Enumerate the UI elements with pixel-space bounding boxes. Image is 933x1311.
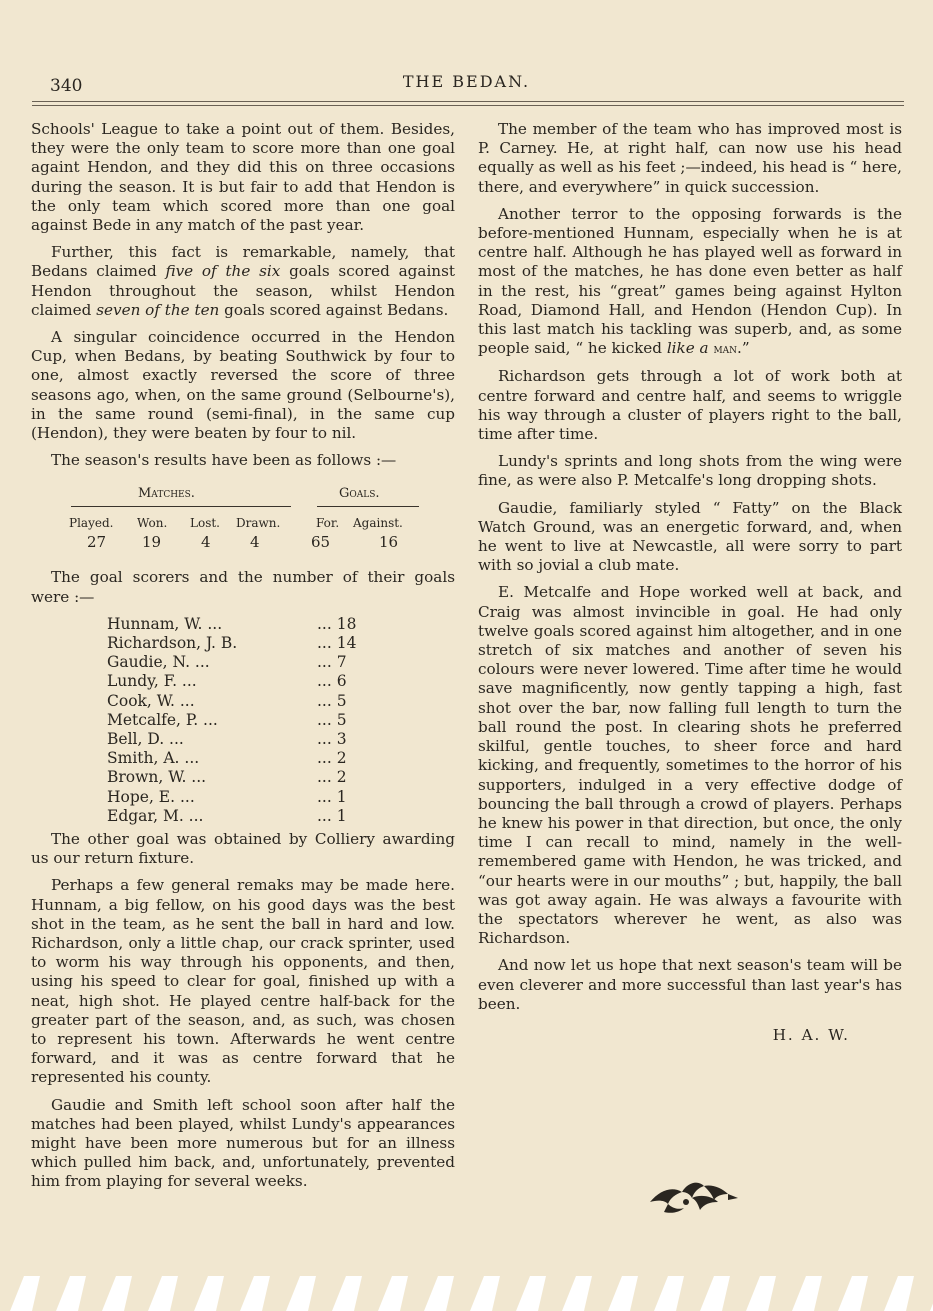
col-for: For. [316, 516, 340, 531]
goal-scorers-list [107, 615, 407, 826]
paragraph: The member of the team who has improved most is P. Carney. He, at right half, can now use his head equally as well as his feet ;—indeed, his head is “ here, there, and everywhere” in quick succession. [478, 120, 902, 196]
page-number: 340 [50, 76, 83, 96]
val-lost: 4 [201, 533, 211, 552]
paragraph: Schools' League to take a point out of them. Besides, they were the only team to score more than one goal againt Hendon, and they did this on three occasions during the season. It is but fair to add that Hendon is the only team which scored more than one goal against Bede in any match of the past year. [31, 120, 455, 235]
goals-heading: Goals. [339, 486, 380, 502]
list-item: Hunnam, W. ... ... 18 [107, 614, 357, 633]
season-results-table [31, 478, 455, 560]
binding-edge [0, 1268, 933, 1311]
header-rule-top [32, 101, 904, 102]
paragraph: Richardson gets through a lot of work both at centre forward and centre half, and seems to wriggle his way through a cluster of players right to the ball, time after time. [478, 367, 902, 444]
paragraph: Gaudie, familiarly styled “ Fatty” on the Black Watch Ground, was an energetic forward, and, when he went to live at Newcastle, all were sorry to part with so jovial a club mate. [478, 498, 902, 575]
list-item: Gaudie, N. ... ... 7 [107, 653, 347, 672]
paragraph: The season's results have been as follows :— [51, 451, 397, 470]
col-lost: Lost. [190, 516, 220, 531]
list-item: Edgar, M. ... ... 1 [107, 806, 347, 825]
list-item: Richardson, J. B. ... 14 [107, 634, 357, 653]
matches-brace [71, 506, 291, 507]
col-against: Against. [353, 516, 403, 531]
val-played: 27 [87, 533, 107, 552]
paragraph: Gaudie and Smith left school soon after half the matches had been played, whilst Lundy's appearances might have been more numerous but for an illness which pulled him back, and, unfortunately, prevented him from playing for several weeks. [31, 1095, 455, 1191]
col-drawn: Drawn. [236, 516, 281, 531]
paragraph: The goal scorers and the number of their goals were :— [31, 568, 455, 606]
fleuron-ornament-icon [642, 1172, 742, 1216]
list-item: Hope, E. ... ... 1 [107, 787, 347, 806]
paragraph: Perhaps a few general remaks may be made here. Hunnam, a big fellow, on his good days was the best shot in the team, as he sent the ball in hard and low. Richardson, only a little chap, our crack sprinter, used to worm his way through his opponents, and then, using his speed to clear for goal, finished up with a neat, high shot. He played centre half-back for the greater part of the season, and, as such, was chosen to represent his town. Afterwards he went centre forward, and it was as centre forward that he represented his county. [31, 876, 455, 1087]
page-header [30, 70, 903, 94]
left-column [31, 120, 455, 1200]
paragraph: And now let us hope that next season's team will be even cleverer and more successful than last year's has been. [478, 956, 902, 1013]
matches-heading: Matches. [138, 486, 195, 502]
paragraph: The other goal was obtained by Colliery awarding us our return fixture. [31, 829, 455, 868]
author-signature: H. A. W. [772, 1025, 850, 1044]
list-item: Cook, W. ... ... 5 [107, 691, 347, 710]
list-item: Smith, A. ... ... 2 [107, 749, 347, 768]
paragraph: A singular coincidence occurred in the Hendon Cup, when Bedans, by beating Southwick by four to one, almost exactly reversed the score of three seasons ago, when, on the same ground (Selbourne's), in the same round (semi-final), in the same cup (Hendon), they were beaten by four to nil. [31, 328, 455, 443]
header-rule-bottom [32, 105, 904, 106]
list-item: Lundy, F. ... ... 6 [107, 672, 347, 691]
list-item: Brown, W. ... ... 2 [107, 768, 347, 787]
col-played: Played. [69, 516, 114, 531]
val-against: 16 [379, 533, 399, 552]
list-item: Bell, D. ... ... 3 [107, 729, 347, 748]
val-drawn: 4 [250, 533, 260, 552]
list-item: Metcalfe, P. ... ... 5 [107, 710, 347, 729]
paragraph: Lundy's sprints and long shots from the wing were fine, as were also P. Metcalfe's long dropping shots. [478, 452, 902, 490]
val-won: 19 [142, 533, 162, 552]
running-head: THE BEDAN. [402, 72, 531, 91]
paragraph: E. Metcalfe and Hope worked well at back, and Craig was almost invincible in goal. He had only twelve goals scored against him altogether, and in one stretch of six matches and another of seven his colours were never lowered. Time after time he would save magnificently, now gently tapping a high, fast shot over the bar, now falling full length to turn the ball round the post. In clearing shots he preferred skilful, gentle touches, to sheer force and hard kicking, and frequently, sometimes to the horror of his supporters, indulged in a very effective dodge of bouncing the ball through a crowd of players. Perhaps he knew his power in that direction, but once, the only time I can recall to mind, namely in the well-remembered game with Hendon, he was tricked, and “our hearts were in our mouths” ; but, happily, the ball was got away again. He was always a favourite with the spectators wherever he went, as also was Richardson. [478, 583, 902, 948]
col-won: Won. [137, 516, 168, 531]
paragraph: Further, this fact is remarkable, namely, that Bedans claimed five of the six goals scored against Hendon throughout the season, whilst Hendon claimed seven of the ten goals scored against Bedans. [31, 243, 455, 319]
val-for: 65 [311, 533, 331, 552]
paragraph: Another terror to the opposing forwards is the before-mentioned Hunnam, especially when he is at centre half. Although he has played well as forward in most of the matches, he has done even better as half in the rest, his “great” games being against Hylton Road, Diamond Hall, and Hendon (Hendon Cup). In this last match his tackling was superb, and, as some people said, “ he kicked like a man.” [478, 204, 902, 358]
goals-brace [317, 506, 419, 507]
right-column [478, 120, 902, 1045]
